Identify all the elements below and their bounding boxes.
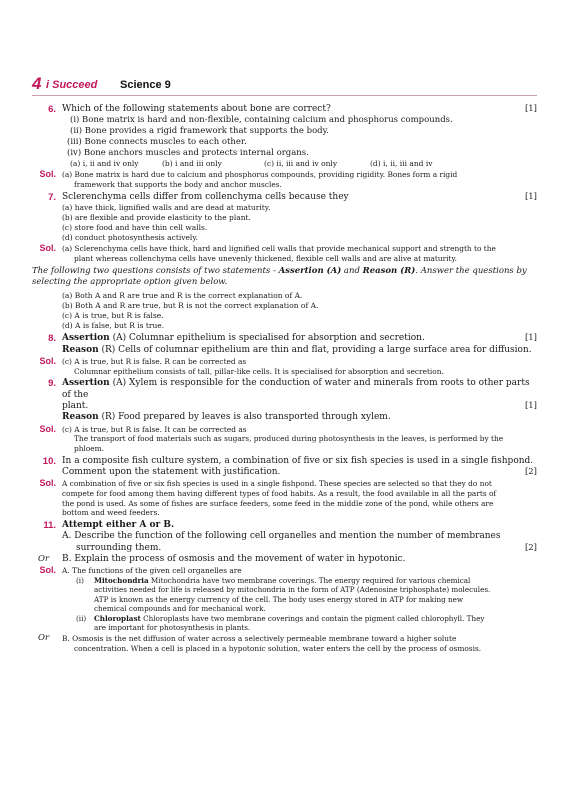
question-8 — [32, 333, 537, 344]
question-marks: [1] — [524, 401, 537, 411]
question-10 — [32, 456, 537, 467]
instruction-text: selecting the appropriate option given below. — [32, 277, 228, 288]
solution-line: activities needed for life is released by mitochondria in the form of ATP (Adenosine triphosphate) molecules. — [94, 585, 491, 595]
part-a-text: surrounding them. — [76, 542, 162, 553]
option-d: (d) conduct photosynthesis actively. — [62, 233, 198, 242]
solution-7 — [32, 244, 537, 263]
instruction-text: . Answer the questions by — [415, 266, 527, 277]
reason-term: Reason (R) — [362, 266, 416, 277]
options-row — [32, 159, 537, 169]
question-marks: [1] — [524, 104, 537, 114]
question-11 — [32, 520, 537, 531]
assertion-text: plant. — [62, 401, 89, 411]
header-divider — [32, 95, 537, 96]
solution-label: Sol. — [39, 478, 56, 489]
ar-option-b: (b) Both A and R are true, but R is not the correct explanation of A. — [62, 301, 319, 311]
assertion-label: Assertion — [62, 333, 110, 344]
option-c: (c) ii, iii and iv only — [264, 159, 338, 169]
assertion-term: Assertion (A) — [278, 266, 342, 277]
page-content — [32, 104, 537, 654]
solution-line: concentration. When a cell is placed in a hypotonic solution, water enters the cell by the process of osmosis. — [74, 644, 482, 654]
part-a-text: A. Describe the function of the following cell organelles and mention the number of membranes — [62, 531, 501, 542]
question-marks: [2] — [524, 467, 537, 477]
assertion-line — [62, 333, 537, 344]
solution-label: Sol. — [39, 243, 56, 253]
ar-option-a: (a) Both A and R are true and R is the correct explanation of A. — [62, 291, 303, 301]
question-11-part-a-cont — [32, 543, 537, 554]
organelle-label: Mitochondria — [94, 576, 149, 585]
question-11-part-a — [32, 531, 537, 542]
solution-11 — [32, 566, 537, 576]
solution-8 — [32, 357, 537, 376]
ar-option-c: (c) A is true, but R is false. — [62, 311, 164, 321]
option-d: (d) i, ii, iii and iv — [370, 159, 433, 169]
statement-ii: (ii) Bone provides a rigid framework that supports the body. — [70, 126, 330, 137]
option-b: (b) are flexible and provide elasticity to the plant. — [62, 213, 251, 222]
item-number: (i) — [76, 576, 84, 585]
solution-line: ATP is known as the energy currency of the cell. The body uses energy stored in ATP for making new — [94, 594, 464, 604]
question-number: 6. — [48, 104, 56, 115]
solution-line: phloem. — [74, 444, 105, 453]
question-text: Attempt either A or B. — [62, 519, 175, 530]
reason-line — [32, 412, 537, 423]
question-7 — [32, 192, 537, 203]
reason-label: Reason — [62, 344, 99, 355]
option-b: (b) i and iii only — [162, 159, 222, 169]
assertion-label: Assertion — [62, 378, 110, 389]
solution-label: Sol. — [39, 423, 56, 434]
solution-label: Sol. — [39, 356, 56, 366]
solution-line: Mitochondria have two membrane coverings. The energy required for various chemical — [148, 576, 471, 585]
question-9 — [32, 378, 537, 401]
solution-line: (c) A is true, but R is false. R can be corrected as — [62, 357, 247, 366]
page-header — [32, 74, 537, 96]
solution-11-b — [32, 634, 537, 653]
question-text: Sclerenchyma cells differ from collenchyma cells because they — [62, 191, 349, 202]
solution-line: are important for photosynthesis in plants. — [94, 623, 251, 633]
solution-line: B. Osmosis is the net diffusion of water across a selectively permeable membrane toward a higher solute — [62, 634, 457, 644]
question-text: In a composite fish culture system, a combination of five or six fish species is used in a single fishpond. — [62, 455, 534, 466]
solution-line: A. The functions of the given cell organelles are — [62, 566, 242, 576]
question-6 — [32, 104, 537, 115]
solution-line: The transport of food materials such as sugars, produced during photosynthesis in the leaves, is performed by the — [74, 434, 504, 444]
or-label: Or — [38, 633, 50, 644]
solution-line: Columnar epithelium consists of tall, pillar-like cells. It is specialised for absorption and secretion. — [74, 366, 444, 376]
solution-9 — [32, 425, 537, 454]
solution-line: (a) Bone matrix is hard due to calcium and phosphorus compounds, providing rigidity. Bones form a rigid — [62, 170, 458, 180]
solution-chloroplast — [32, 614, 537, 633]
solution-10 — [32, 479, 537, 517]
item-number: (ii) — [76, 613, 87, 623]
or-label: Or — [38, 554, 50, 564]
question-number: 11. — [43, 519, 56, 531]
ar-option-d: (d) A is false, but R is true. — [62, 321, 165, 331]
question-number: 10. — [42, 455, 56, 467]
option-a: (a) i, ii and iv only — [70, 159, 139, 169]
statement-i: (i) Bone matrix is hard and non-flexible, containing calcium and phosphorus compounds. — [70, 115, 453, 126]
page-number: 4 — [32, 74, 42, 93]
instruction-text: The following two questions consists of two statements - — [32, 266, 279, 277]
question-marks: [2] — [524, 542, 537, 553]
solution-line: A combination of five or six fish species is used in a single fishpond. These species are selected so that they do not — [62, 479, 492, 489]
question-number: 9. — [48, 378, 56, 390]
solution-label: Sol. — [39, 565, 56, 576]
reason-text: (R) Cells of columnar epithelium are thin and flat, providing a large surface area for diffusion. — [98, 344, 532, 355]
solution-line: (a) Sclerenchyma cells have thick, hard and lignified cell walls that provide mechanical support and strength to the — [62, 244, 496, 253]
question-text: Which of the following statements about bone are correct? — [62, 104, 331, 114]
solution-line: bottom and weed feeders. — [62, 508, 160, 518]
solution-line: Chloroplasts have two membrane coverings and contain the pigment called chlorophyll. They — [140, 613, 485, 623]
question-10-cont — [32, 467, 537, 478]
question-text: Comment upon the statement with justification. — [62, 467, 281, 477]
solution-label: Sol. — [39, 169, 56, 180]
statement-iv: (iv) Bone anchors muscles and protects internal organs. — [67, 148, 309, 159]
solution-mitochondria — [32, 576, 537, 614]
question-number: 7. — [48, 191, 56, 203]
statement-iii: (iii) Bone connects muscles to each other. — [67, 137, 247, 148]
question-number: 8. — [48, 333, 56, 345]
solution-line: (c) A is true, but R is false. It can be corrected as — [62, 424, 247, 434]
question-9-cont — [32, 401, 537, 412]
assertion-text: (A) Xylem is responsible for the conduction of water and minerals from roots to other parts of the — [62, 378, 530, 400]
instruction-text: and — [341, 266, 363, 277]
option-c: (c) store food and have thin cell walls. — [62, 223, 208, 232]
solution-line: the pond is used. As some of fishes are surface feeders, some feed in the middle zone of the pond, while others are — [62, 498, 494, 508]
subject-title: Science 9 — [120, 79, 171, 91]
solution-line: chemical compounds and for mechanical work. — [94, 604, 266, 614]
solution-6 — [32, 170, 537, 189]
reason-text: (R) Food prepared by leaves is also transported through xylem. — [98, 412, 391, 423]
part-b-text: B. Explain the process of osmosis and the movement of water in hypotonic. — [62, 554, 406, 564]
solution-line: framework that supports the body and anchor muscles. — [74, 180, 282, 189]
organelle-label: Chloroplast — [94, 613, 141, 623]
solution-line: compete for food among them having different types of food habits. As a result, the food available in all the parts of — [62, 489, 497, 498]
reason-label: Reason — [62, 412, 99, 423]
question-marks: [1] — [524, 191, 537, 202]
brand-logo: i Succeed — [46, 79, 98, 91]
option-a: (a) have thick, lignified walls and are dead at maturity. — [62, 203, 271, 212]
solution-line: plant whereas collenchyma cells have unevenly thickened, flexible cell walls and are alive at maturity. — [74, 253, 458, 263]
assertion-text: (A) Columnar epithelium is specialised for absorption and secretion. — [109, 333, 425, 344]
question-marks: [1] — [524, 333, 537, 344]
reason-line — [32, 345, 537, 356]
assertion-reason-instructions — [32, 266, 537, 288]
question-11-part-b — [32, 554, 537, 565]
